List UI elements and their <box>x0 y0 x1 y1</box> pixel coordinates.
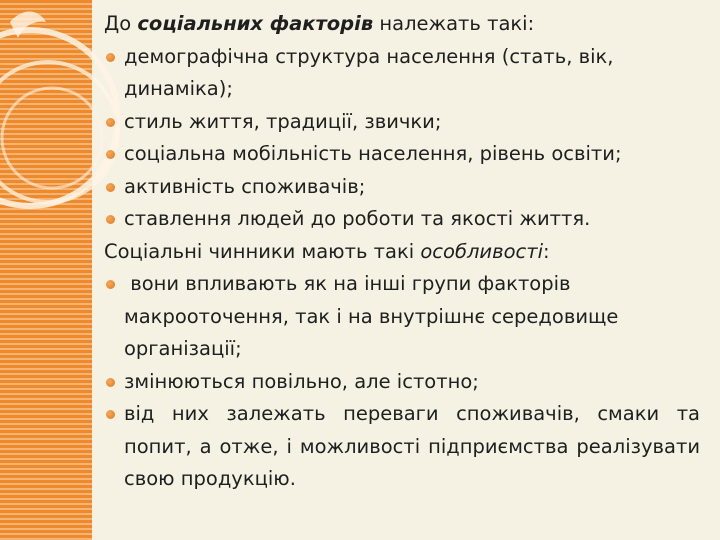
bullet-icon <box>104 41 124 74</box>
features-prefix: Соціальні чинники мають такі <box>104 239 421 263</box>
bullet-icon <box>104 268 124 301</box>
list-item <box>104 366 700 399</box>
feature-text: вони впливають як на інші групи факторів макрооточення, так і на внутрішнє середовище організації; <box>124 272 625 360</box>
bullet-icon <box>104 366 124 399</box>
factor-text: соціальна мобільність населення, рівень освіти; <box>124 142 622 165</box>
list-item <box>104 41 700 106</box>
social-factors-intro <box>104 8 700 41</box>
features-emphasis: особливості <box>420 239 544 263</box>
factor-text: активність споживачів; <box>124 174 366 198</box>
bullet-icon <box>104 398 124 431</box>
bullet-icon <box>104 203 124 236</box>
list-item <box>104 398 700 496</box>
list-item <box>104 268 700 366</box>
features-intro <box>104 236 700 269</box>
intro-emphasis: соціальних факторів <box>137 12 374 35</box>
bullet-icon <box>104 138 124 171</box>
feature-text: змінюються повільно, але істотно; <box>124 369 479 393</box>
list-item <box>104 171 700 204</box>
list-item <box>104 106 700 139</box>
list-item <box>104 203 700 236</box>
intro-prefix: До <box>104 12 138 35</box>
bullet-icon <box>104 106 124 139</box>
decorative-circles <box>0 0 120 300</box>
factor-text: стиль життя, традиції, звички; <box>124 109 442 133</box>
intro-suffix: належать такі: <box>373 12 535 35</box>
feature-text: від них залежать переваги споживачів, смаки та попит, а отже, і можливості підприємства реалізувати свою продукцію. <box>124 402 700 490</box>
list-item <box>104 138 700 171</box>
factor-text: ставлення людей до роботи та якості життя. <box>124 207 591 230</box>
factor-text: демографічна структура населення (стать, вік, динаміка); <box>124 44 614 100</box>
bullet-icon <box>104 171 124 204</box>
slide-body <box>104 8 700 496</box>
features-suffix: : <box>543 239 550 263</box>
